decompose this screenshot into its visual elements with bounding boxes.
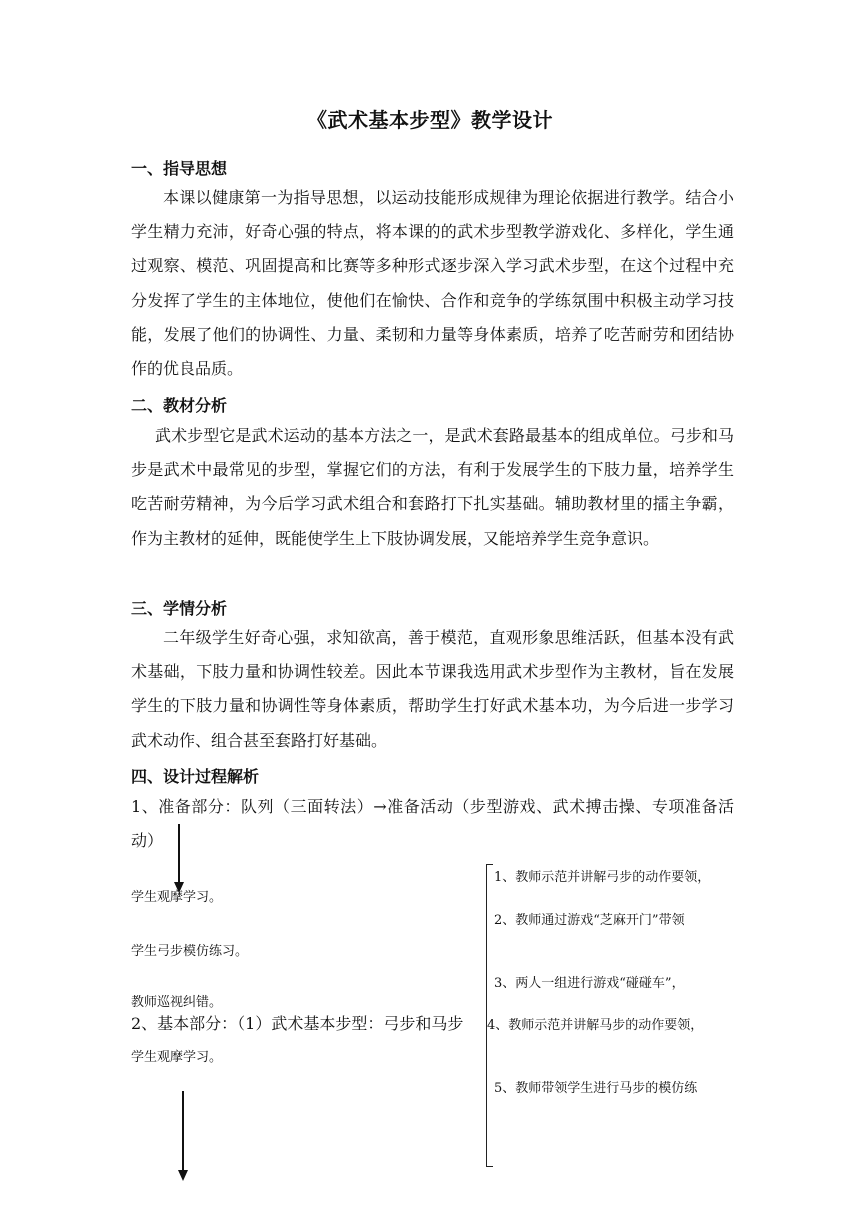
- section-paragraph-material-analysis: 武术步型它是武术运动的基本方法之一，是武术套路最基本的组成单位。弓步和马步是武术中最常见的步型，掌握它们的方法，有利于发展学生的下肢力量，培养学生吃苦耐劳精神，为今后学习武术组合和套路打下扎实基础。辅助教材里的擂主争霸，作为主教材的延伸，既能使学生上下肢协调发展，又能培养学生竞争意识。: [131, 426, 734, 548]
- left-note-observe: 学生观摩学习。: [131, 890, 223, 905]
- right-note-2: 2、教师通过游戏“芝麻开门”带领: [494, 913, 685, 928]
- section-heading-design-process: 四、设计过程解析: [131, 767, 260, 786]
- right-note-5: 5、教师带领学生进行马步的模仿练: [494, 1081, 698, 1096]
- down-arrow-line: [178, 824, 180, 884]
- basic-part-line: 2、基本部分：（1）武术基本步型：弓步和马步: [131, 1014, 464, 1033]
- section-heading-material-analysis: 二、教材分析: [131, 396, 228, 415]
- down-arrow-icon-2: [178, 1170, 188, 1181]
- section-heading-learner-analysis: 三、学情分析: [131, 599, 228, 618]
- right-note-3: 3、两人一组进行游戏“碰碰车”，: [494, 976, 685, 991]
- left-note-observe-2: 学生观摩学习。: [131, 1050, 223, 1065]
- down-arrow-line-2: [182, 1091, 184, 1171]
- left-note-teacher-correct: 教师巡视纠错。: [131, 995, 223, 1010]
- document-title: 《武术基本步型》教学设计: [307, 108, 553, 132]
- section-paragraph-learner-analysis: 二年级学生好奇心强，求知欲高，善于模范，直观形象思维活跃，但基本没有武术基础，下肢力量和协调性较差。因此本节课我选用武术步型作为主教材，旨在发展学生的下肢力量和协调性等身体素质，帮助学生打好武术基本功，为今后进一步学习武术动作、组合甚至套路打好基础。: [131, 628, 734, 750]
- right-note-1: 1、教师示范并讲解弓步的动作要领，: [494, 870, 711, 885]
- section-heading-guiding-thought: 一、指导思想: [131, 159, 228, 178]
- section-paragraph-guiding-thought: 本课以健康第一为指导思想，以运动技能形成规律为理论依据进行教学。结合小学生精力充沛，好奇心强的特点，将本课的的武术步型教学游戏化、多样化，学生通过观察、模范、巩固提高和比赛等多种形式逐步深入学习武术步型，在这个过程中充分发挥了学生的主体地位，使他们在愉快、合作和竞争的学练氛围中积极主动学习技能，发展了他们的协调性、力量、柔韧和力量等身体素质，培养了吃苦耐劳和团结协作的优良品质。: [131, 188, 734, 379]
- right-note-4: 4、教师示范并讲解马步的动作要领，: [487, 1018, 704, 1033]
- prep-part-line: 1、准备部分：队列（三面转法）→准备活动（步型游戏、武术搏击操、专项准备活动）: [131, 797, 734, 851]
- left-note-lunge-practice: 学生弓步模仿练习。: [131, 944, 249, 959]
